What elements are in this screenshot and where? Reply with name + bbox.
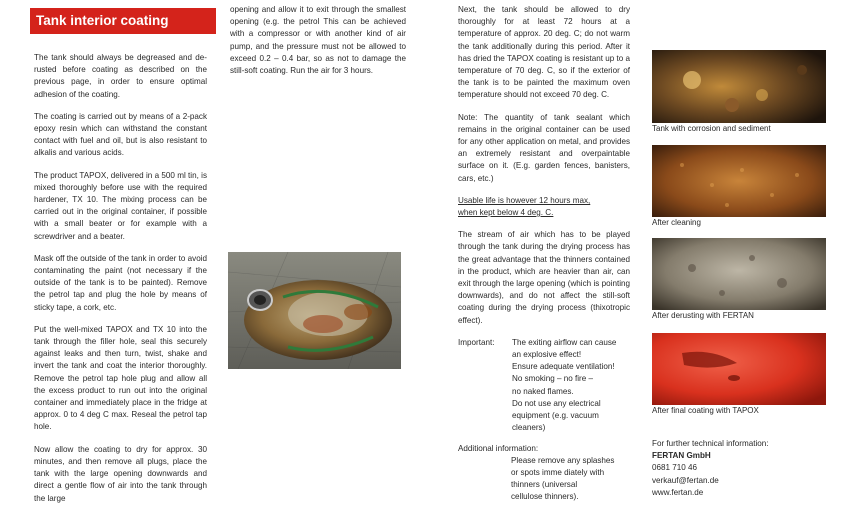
column-1 [34,52,207,515]
paragraph: The coating is carried out by means of a 2-pack epoxy resin which can withstand the constant contact with fuel and oil, but is also resistant to alkalis and various acids. [34,111,207,158]
contact-intro: For further technical information: [652,439,769,448]
important-line: no naked flames. [512,386,574,396]
additional-line: cellulose thinners). [511,492,579,502]
important-line: Do not use any electrical [512,398,601,408]
paragraph: Next, the tank should be allowed to dry thoroughly for at least 72 hours at a temperature of approx. 20 deg. C; do not warm the tank additionally during this period. After it has dried the TAPOX coating is resistant up to a temperature of 70 deg. C, so if the exterior of the tank is to be painted the maximum oven temperature should not exceed 70 deg. C. [458,5,631,100]
company-name: FERTAN GmbH [652,451,711,461]
photo-derusting [652,238,826,310]
caption: After derusting with FERTAN [652,311,754,320]
additional-line: or spots imme diately with [511,467,605,477]
important-line: Ensure adequate ventilation! [512,362,615,372]
caption: Tank with corrosion and sediment [652,124,771,133]
important-line: an explosive effect! [512,350,582,360]
phone-number: 0681 710 46 [652,463,698,473]
photo-cleaning [652,145,826,217]
paragraph: Mask off the outside of the tank in order to avoid contaminating the paint (not necessary if the outside of the tank is to be painted). Remove the petrol tap and plug the hole by means of sticky tape, a cork, etc. [34,253,207,312]
paragraph: Put the well-mixed TAPOX and TX 10 into the tank through the filler hole, seal this securely against leaks and then turn, twist, shake and invert the tank and coat the interior thoroughly. Remove the petrol tap hole plug and allow all the excess product to run out into the original container and immediately place in the fridge at approx. 0 to 4 deg C max. Reseal the petrol tap hole. [34,324,207,432]
important-line: The exiting airflow can cause [512,337,617,347]
column-2 [230,4,406,87]
important-line: No smoking – no fire – [512,374,593,384]
note-paragraph: Note: The quantity of tank sealant which remains in the original container can be used for any other application on metal, and provides an extremely resistant and overpaintable surface on it. (E.g. garden fences, banisters, cars, etc.) [458,112,630,183]
paragraph: The tank should always be degreased and de-rusted before coating as described on the previous page, in order to ensure optimal adhesion of the coating. [34,53,207,99]
additional-line: thinners (universal [511,480,578,490]
paragraph: The product TAPOX, delivered in a 500 ml tin, is mixed thoroughly before use with the required hardener, TX 10. The mixing process can be carried out in the original container, if possible with a small beater or for example with a screwdriver and a beater. [34,170,207,241]
photo-final-coating [652,333,826,405]
contact-block [652,438,769,499]
website: www.fertan.de [652,487,704,497]
email-address: verkauf@fertan.de [652,475,719,485]
caption: After final coating with TAPOX [652,406,759,415]
usable-life-line: Usable life is however 12 hours max, [458,195,591,205]
photo-corrosion [652,50,826,123]
paragraph: Now allow the coating to dry for approx. 30 minutes, and then remove all plugs, place the tank with the large opening downwards and direct a gentle flow of air into the tank through the large [34,444,207,503]
additional-line: Please remove any splashes [511,455,615,465]
caption: After cleaning [652,218,701,227]
additional-label: Additional information: [458,443,539,453]
title-bar [30,8,216,34]
usable-life-line: when kept below 4 deg. C. [458,208,554,218]
column-3 [458,4,630,504]
paragraph: The stream of air which has to be played through the tank during the drying process has the great advantage that the thinners contained in the product, which are heavier than air, can exit through the large opening (which is pointing downwards), and do not affect the still-soft coating during the drying process (thixotropic effect). [458,230,630,325]
important-label: Important: [458,337,495,347]
important-line: equipment (e.g. vacuum cleaners) [512,411,599,433]
important-block [458,337,630,435]
page-title: Tank interior coating [36,13,169,28]
paragraph: opening and allow it to exit through the smallest opening (e.g. the petrol This can be achieved with a compressor or with another kind of air pump, and the pressure must not be allowed to exceed 0.2 – 0.4 bar, so as not to damage the still-soft coating. Run the air for 3 hours. [230,5,406,76]
additional-block [458,455,630,504]
tank-photo [228,252,401,369]
